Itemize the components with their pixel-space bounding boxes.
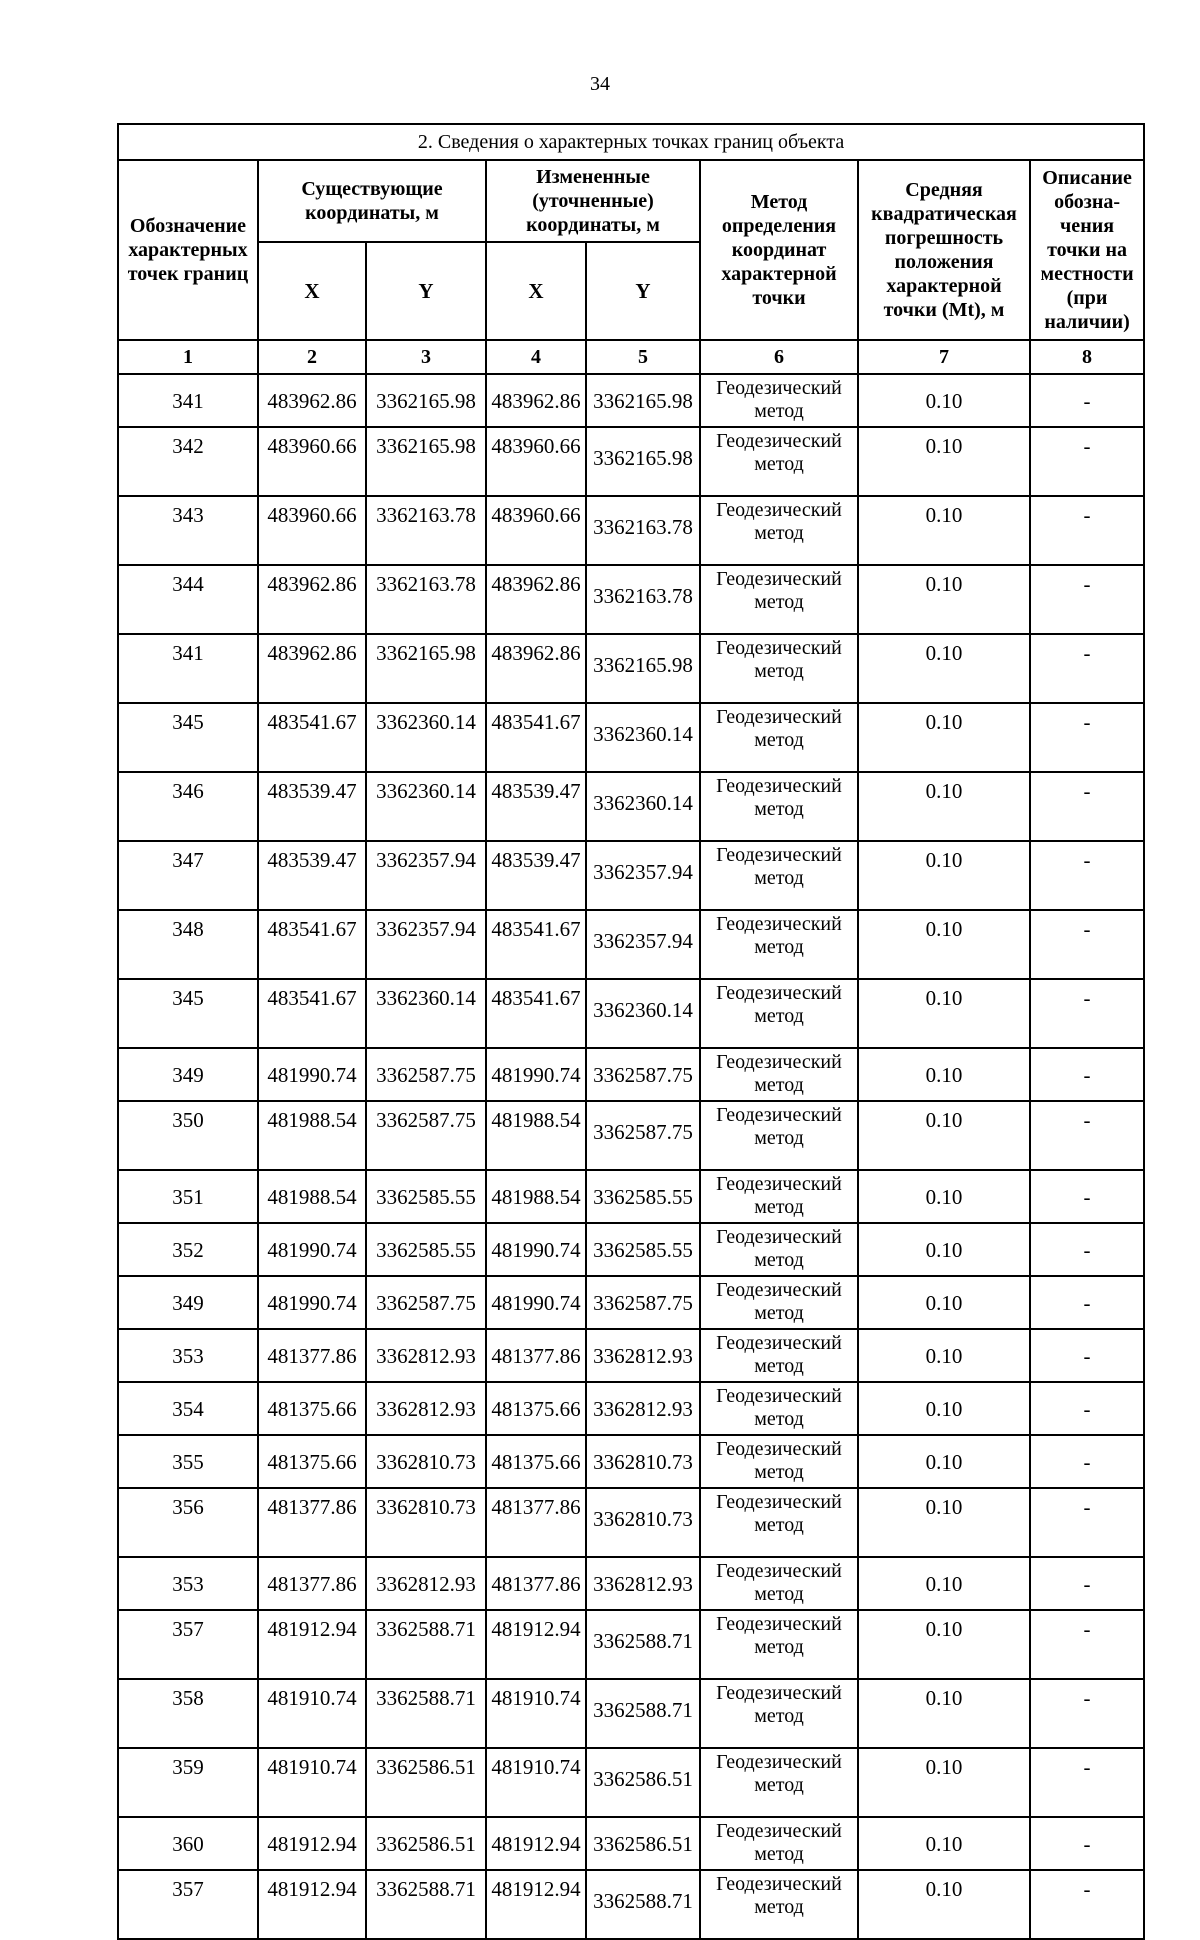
method-line: метод	[754, 660, 804, 682]
point-cell: 350	[118, 1101, 258, 1170]
changed-x-cell: 483539.47	[486, 772, 586, 841]
table-title: 2. Сведения о характерных точках границ объекта	[118, 124, 1144, 160]
method-line: метод	[754, 453, 804, 475]
point-cell: 342	[118, 427, 258, 496]
description-cell: -	[1030, 841, 1144, 910]
description-cell: -	[1030, 1382, 1144, 1435]
existing-x-cell: 481375.66	[258, 1435, 366, 1488]
changed-y-cell: 3362810.73	[586, 1488, 700, 1557]
method-line: Геодезический	[716, 913, 842, 935]
changed-y-cell: 3362585.55	[586, 1170, 700, 1223]
method-line: метод	[754, 1896, 804, 1918]
method-cell	[700, 1870, 858, 1939]
existing-y-cell: 3362163.78	[366, 565, 486, 634]
existing-y-cell: 3362812.93	[366, 1557, 486, 1610]
table-row	[118, 1101, 1144, 1170]
existing-y-cell: 3362588.71	[366, 1679, 486, 1748]
error-cell: 0.10	[858, 841, 1030, 910]
method-cell	[700, 1748, 858, 1817]
error-cell: 0.10	[858, 634, 1030, 703]
method-cell	[700, 1276, 858, 1329]
changed-y-cell: 3362360.14	[586, 703, 700, 772]
existing-y-cell: 3362585.55	[366, 1170, 486, 1223]
method-line: метод	[754, 1249, 804, 1271]
description-cell: -	[1030, 374, 1144, 427]
table-row	[118, 1817, 1144, 1870]
method-line: метод	[754, 1705, 804, 1727]
description-cell: -	[1030, 1329, 1144, 1382]
description-cell: -	[1030, 565, 1144, 634]
error-cell: 0.10	[858, 910, 1030, 979]
changed-y-cell: 3362812.93	[586, 1557, 700, 1610]
method-cell	[700, 1610, 858, 1679]
changed-y-cell: 3362588.71	[586, 1870, 700, 1939]
changed-x-cell: 481990.74	[486, 1276, 586, 1329]
existing-x-cell: 483539.47	[258, 841, 366, 910]
method-cell	[700, 496, 858, 565]
changed-y-cell: 3362165.98	[586, 427, 700, 496]
changed-y-cell: 3362585.55	[586, 1223, 700, 1276]
changed-y-cell: 3362812.93	[586, 1382, 700, 1435]
changed-x-cell: 481990.74	[486, 1048, 586, 1101]
existing-x-cell: 483962.86	[258, 565, 366, 634]
method-line: Геодезический	[716, 430, 842, 452]
changed-y-cell: 3362812.93	[586, 1329, 700, 1382]
method-line: Геодезический	[716, 982, 842, 1004]
method-cell	[700, 1101, 858, 1170]
method-line: Геодезический	[716, 1560, 842, 1582]
point-cell: 356	[118, 1488, 258, 1557]
point-cell: 346	[118, 772, 258, 841]
method-cell	[700, 1817, 858, 1870]
error-cell: 0.10	[858, 1048, 1030, 1101]
method-line: Геодезический	[716, 1682, 842, 1704]
table-row	[118, 703, 1144, 772]
changed-y-cell: 3362588.71	[586, 1610, 700, 1679]
table-row	[118, 1170, 1144, 1223]
method-line: Геодезический	[716, 499, 842, 521]
changed-x-cell: 481912.94	[486, 1817, 586, 1870]
point-cell: 341	[118, 634, 258, 703]
table-row	[118, 910, 1144, 979]
changed-x-cell: 483960.66	[486, 427, 586, 496]
existing-y-cell: 3362165.98	[366, 427, 486, 496]
error-cell: 0.10	[858, 703, 1030, 772]
existing-x-cell: 481910.74	[258, 1679, 366, 1748]
method-line: метод	[754, 1302, 804, 1324]
method-line: Геодезический	[716, 1385, 842, 1407]
method-cell	[700, 772, 858, 841]
changed-y-cell: 3362165.98	[586, 374, 700, 427]
existing-y-cell: 3362810.73	[366, 1488, 486, 1557]
existing-y-cell: 3362587.75	[366, 1101, 486, 1170]
description-cell: -	[1030, 703, 1144, 772]
description-cell: -	[1030, 1488, 1144, 1557]
changed-x-cell: 483541.67	[486, 910, 586, 979]
existing-y-cell: 3362165.98	[366, 634, 486, 703]
changed-y-cell: 3362587.75	[586, 1048, 700, 1101]
error-cell: 0.10	[858, 1557, 1030, 1610]
method-line: метод	[754, 1583, 804, 1605]
existing-y-cell: 3362357.94	[366, 841, 486, 910]
method-line: Геодезический	[716, 1173, 842, 1195]
changed-y-cell: 3362163.78	[586, 496, 700, 565]
method-line: метод	[754, 867, 804, 889]
error-cell: 0.10	[858, 1748, 1030, 1817]
table-row	[118, 841, 1144, 910]
error-cell: 0.10	[858, 1101, 1030, 1170]
column-number: 8	[1030, 340, 1144, 374]
existing-x-cell: 483962.86	[258, 634, 366, 703]
column-numbers-row	[118, 340, 1144, 374]
description-cell: -	[1030, 1223, 1144, 1276]
method-line: метод	[754, 400, 804, 422]
table-row	[118, 772, 1144, 841]
existing-y-cell: 3362587.75	[366, 1048, 486, 1101]
error-cell: 0.10	[858, 1435, 1030, 1488]
header-method: Метод определения координат характерной точки	[700, 160, 858, 340]
table-row	[118, 1223, 1144, 1276]
existing-y-cell: 3362588.71	[366, 1610, 486, 1679]
method-line: Геодезический	[716, 568, 842, 590]
error-cell: 0.10	[858, 1610, 1030, 1679]
method-line: метод	[754, 1005, 804, 1027]
point-cell: 341	[118, 374, 258, 427]
point-cell: 355	[118, 1435, 258, 1488]
method-cell	[700, 703, 858, 772]
description-cell: -	[1030, 634, 1144, 703]
point-cell: 351	[118, 1170, 258, 1223]
method-cell	[700, 1557, 858, 1610]
method-cell	[700, 1329, 858, 1382]
changed-x-cell: 481910.74	[486, 1748, 586, 1817]
existing-x-cell: 481988.54	[258, 1101, 366, 1170]
existing-x-cell: 481375.66	[258, 1382, 366, 1435]
method-line: метод	[754, 1514, 804, 1536]
point-cell: 347	[118, 841, 258, 910]
method-line: метод	[754, 1774, 804, 1796]
column-number: 7	[858, 340, 1030, 374]
method-line: Геодезический	[716, 1438, 842, 1460]
changed-y-cell: 3362810.73	[586, 1435, 700, 1488]
table-row	[118, 634, 1144, 703]
table-row	[118, 1748, 1144, 1817]
header-existing-coords: Существующие координаты, м	[258, 160, 486, 242]
changed-y-cell: 3362587.75	[586, 1101, 700, 1170]
changed-x-cell: 483541.67	[486, 979, 586, 1048]
changed-y-cell: 3362165.98	[586, 634, 700, 703]
changed-x-cell: 481375.66	[486, 1382, 586, 1435]
existing-y-cell: 3362810.73	[366, 1435, 486, 1488]
existing-x-cell: 481912.94	[258, 1870, 366, 1939]
existing-x-cell: 483541.67	[258, 703, 366, 772]
changed-y-cell: 3362587.75	[586, 1276, 700, 1329]
method-cell	[700, 374, 858, 427]
changed-x-cell: 481912.94	[486, 1610, 586, 1679]
method-cell	[700, 910, 858, 979]
existing-y-cell: 3362812.93	[366, 1329, 486, 1382]
changed-y-cell: 3362357.94	[586, 841, 700, 910]
table-row	[118, 565, 1144, 634]
method-line: Геодезический	[716, 1613, 842, 1635]
method-line: Геодезический	[716, 1491, 842, 1513]
method-cell	[700, 565, 858, 634]
point-cell: 353	[118, 1329, 258, 1382]
changed-x-cell: 481988.54	[486, 1101, 586, 1170]
existing-y-cell: 3362165.98	[366, 374, 486, 427]
changed-x-cell: 481375.66	[486, 1435, 586, 1488]
existing-x-cell: 481988.54	[258, 1170, 366, 1223]
method-line: метод	[754, 936, 804, 958]
table-row	[118, 1382, 1144, 1435]
existing-y-cell: 3362357.94	[366, 910, 486, 979]
existing-x-cell: 483539.47	[258, 772, 366, 841]
description-cell: -	[1030, 1679, 1144, 1748]
method-line: метод	[754, 1196, 804, 1218]
error-cell: 0.10	[858, 1817, 1030, 1870]
existing-x-cell: 481377.86	[258, 1557, 366, 1610]
error-cell: 0.10	[858, 374, 1030, 427]
changed-x-cell: 483541.67	[486, 703, 586, 772]
description-cell: -	[1030, 772, 1144, 841]
description-cell: -	[1030, 1557, 1144, 1610]
point-cell: 349	[118, 1276, 258, 1329]
existing-x-cell: 483960.66	[258, 496, 366, 565]
point-cell: 345	[118, 703, 258, 772]
changed-x-cell: 483962.86	[486, 565, 586, 634]
point-cell: 357	[118, 1870, 258, 1939]
table-row	[118, 1329, 1144, 1382]
header-changed-y: Y	[586, 242, 700, 340]
changed-x-cell: 481990.74	[486, 1223, 586, 1276]
changed-x-cell: 481377.86	[486, 1557, 586, 1610]
method-line: метод	[754, 1355, 804, 1377]
method-cell	[700, 1435, 858, 1488]
method-line: метод	[754, 522, 804, 544]
column-number: 1	[118, 340, 258, 374]
description-cell: -	[1030, 979, 1144, 1048]
point-cell: 345	[118, 979, 258, 1048]
header-changed-x: X	[486, 242, 586, 340]
header-description: Описание обозна-чения точки на местности (при наличии)	[1030, 160, 1144, 340]
error-cell: 0.10	[858, 1223, 1030, 1276]
method-cell	[700, 841, 858, 910]
description-cell: -	[1030, 1610, 1144, 1679]
description-cell: -	[1030, 1276, 1144, 1329]
method-line: Геодезический	[716, 1751, 842, 1773]
method-cell	[700, 1679, 858, 1748]
method-line: Геодезический	[716, 706, 842, 728]
existing-y-cell: 3362812.93	[366, 1382, 486, 1435]
changed-x-cell: 483962.86	[486, 374, 586, 427]
header-existing-x: X	[258, 242, 366, 340]
description-cell: -	[1030, 496, 1144, 565]
changed-x-cell: 483539.47	[486, 841, 586, 910]
description-cell: -	[1030, 1870, 1144, 1939]
header-error: Средняя квадратическая погрешность положения характерной точки (Mt), м	[858, 160, 1030, 340]
table-row	[118, 1276, 1144, 1329]
description-cell: -	[1030, 1817, 1144, 1870]
error-cell: 0.10	[858, 1488, 1030, 1557]
existing-x-cell: 481377.86	[258, 1488, 366, 1557]
point-cell: 354	[118, 1382, 258, 1435]
table-row	[118, 1679, 1144, 1748]
error-cell: 0.10	[858, 1170, 1030, 1223]
existing-y-cell: 3362360.14	[366, 979, 486, 1048]
description-cell: -	[1030, 1170, 1144, 1223]
point-cell: 357	[118, 1610, 258, 1679]
column-number: 6	[700, 340, 858, 374]
changed-y-cell: 3362588.71	[586, 1679, 700, 1748]
header-existing-y: Y	[366, 242, 486, 340]
changed-x-cell: 481377.86	[486, 1488, 586, 1557]
header-point-designation: Обозначение характерных точек границ	[118, 160, 258, 340]
method-cell	[700, 634, 858, 703]
existing-y-cell: 3362360.14	[366, 703, 486, 772]
error-cell: 0.10	[858, 565, 1030, 634]
error-cell: 0.10	[858, 772, 1030, 841]
method-cell	[700, 979, 858, 1048]
method-cell	[700, 1170, 858, 1223]
method-cell	[700, 1382, 858, 1435]
existing-x-cell: 481990.74	[258, 1223, 366, 1276]
table-row	[118, 374, 1144, 427]
method-line: Геодезический	[716, 1873, 842, 1895]
existing-y-cell: 3362360.14	[366, 772, 486, 841]
changed-x-cell: 481988.54	[486, 1170, 586, 1223]
method-cell	[700, 427, 858, 496]
method-line: метод	[754, 798, 804, 820]
method-line: Геодезический	[716, 1104, 842, 1126]
error-cell: 0.10	[858, 427, 1030, 496]
changed-y-cell: 3362586.51	[586, 1748, 700, 1817]
point-cell: 349	[118, 1048, 258, 1101]
existing-x-cell: 481990.74	[258, 1276, 366, 1329]
method-line: Геодезический	[716, 1279, 842, 1301]
method-line: метод	[754, 1127, 804, 1149]
table-row	[118, 1870, 1144, 1939]
point-cell: 360	[118, 1817, 258, 1870]
existing-y-cell: 3362587.75	[366, 1276, 486, 1329]
method-line: Геодезический	[716, 1226, 842, 1248]
method-line: метод	[754, 729, 804, 751]
existing-x-cell: 483962.86	[258, 374, 366, 427]
changed-x-cell: 483960.66	[486, 496, 586, 565]
description-cell: -	[1030, 1748, 1144, 1817]
column-number: 4	[486, 340, 586, 374]
existing-x-cell: 481910.74	[258, 1748, 366, 1817]
table-row	[118, 1610, 1144, 1679]
existing-y-cell: 3362585.55	[366, 1223, 486, 1276]
error-cell: 0.10	[858, 496, 1030, 565]
method-line: метод	[754, 591, 804, 613]
method-line: метод	[754, 1074, 804, 1096]
changed-x-cell: 483962.86	[486, 634, 586, 703]
method-cell	[700, 1488, 858, 1557]
existing-x-cell: 483960.66	[258, 427, 366, 496]
changed-x-cell: 481912.94	[486, 1870, 586, 1939]
changed-y-cell: 3362360.14	[586, 979, 700, 1048]
changed-y-cell: 3362357.94	[586, 910, 700, 979]
description-cell: -	[1030, 910, 1144, 979]
existing-y-cell: 3362588.71	[366, 1870, 486, 1939]
method-line: метод	[754, 1461, 804, 1483]
method-line: Геодезический	[716, 844, 842, 866]
changed-y-cell: 3362586.51	[586, 1817, 700, 1870]
error-cell: 0.10	[858, 979, 1030, 1048]
table-row	[118, 1557, 1144, 1610]
description-cell: -	[1030, 1101, 1144, 1170]
existing-x-cell: 483541.67	[258, 979, 366, 1048]
column-number: 5	[586, 340, 700, 374]
method-line: Геодезический	[716, 1051, 842, 1073]
error-cell: 0.10	[858, 1276, 1030, 1329]
point-cell: 353	[118, 1557, 258, 1610]
table-row	[118, 979, 1144, 1048]
method-line: метод	[754, 1843, 804, 1865]
existing-y-cell: 3362586.51	[366, 1817, 486, 1870]
point-cell: 344	[118, 565, 258, 634]
column-number: 2	[258, 340, 366, 374]
method-line: Геодезический	[716, 637, 842, 659]
error-cell: 0.10	[858, 1329, 1030, 1382]
description-cell: -	[1030, 1435, 1144, 1488]
description-cell: -	[1030, 427, 1144, 496]
page-number: 34	[590, 73, 610, 95]
method-cell	[700, 1223, 858, 1276]
changed-y-cell: 3362163.78	[586, 565, 700, 634]
existing-y-cell: 3362163.78	[366, 496, 486, 565]
point-cell: 352	[118, 1223, 258, 1276]
description-cell: -	[1030, 1048, 1144, 1101]
table-row	[118, 1435, 1144, 1488]
point-cell: 348	[118, 910, 258, 979]
existing-x-cell: 481912.94	[258, 1610, 366, 1679]
points-table	[117, 123, 1145, 1940]
method-line: метод	[754, 1636, 804, 1658]
existing-x-cell: 481912.94	[258, 1817, 366, 1870]
error-cell: 0.10	[858, 1870, 1030, 1939]
point-cell: 343	[118, 496, 258, 565]
error-cell: 0.10	[858, 1679, 1030, 1748]
existing-x-cell: 481990.74	[258, 1048, 366, 1101]
method-line: Геодезический	[716, 1820, 842, 1842]
method-line: Геодезический	[716, 1332, 842, 1354]
method-line: Геодезический	[716, 377, 842, 399]
point-cell: 359	[118, 1748, 258, 1817]
method-line: Геодезический	[716, 775, 842, 797]
existing-y-cell: 3362586.51	[366, 1748, 486, 1817]
table-row	[118, 427, 1144, 496]
existing-x-cell: 481377.86	[258, 1329, 366, 1382]
header-changed-coords: Измененные (уточненные) координаты, м	[486, 160, 700, 242]
existing-x-cell: 483541.67	[258, 910, 366, 979]
method-line: метод	[754, 1408, 804, 1430]
changed-y-cell: 3362360.14	[586, 772, 700, 841]
method-cell	[700, 1048, 858, 1101]
point-cell: 358	[118, 1679, 258, 1748]
error-cell: 0.10	[858, 1382, 1030, 1435]
table-row	[118, 496, 1144, 565]
table-body	[118, 374, 1144, 1939]
changed-x-cell: 481910.74	[486, 1679, 586, 1748]
table-row	[118, 1488, 1144, 1557]
table-row	[118, 1048, 1144, 1101]
column-number: 3	[366, 340, 486, 374]
changed-x-cell: 481377.86	[486, 1329, 586, 1382]
